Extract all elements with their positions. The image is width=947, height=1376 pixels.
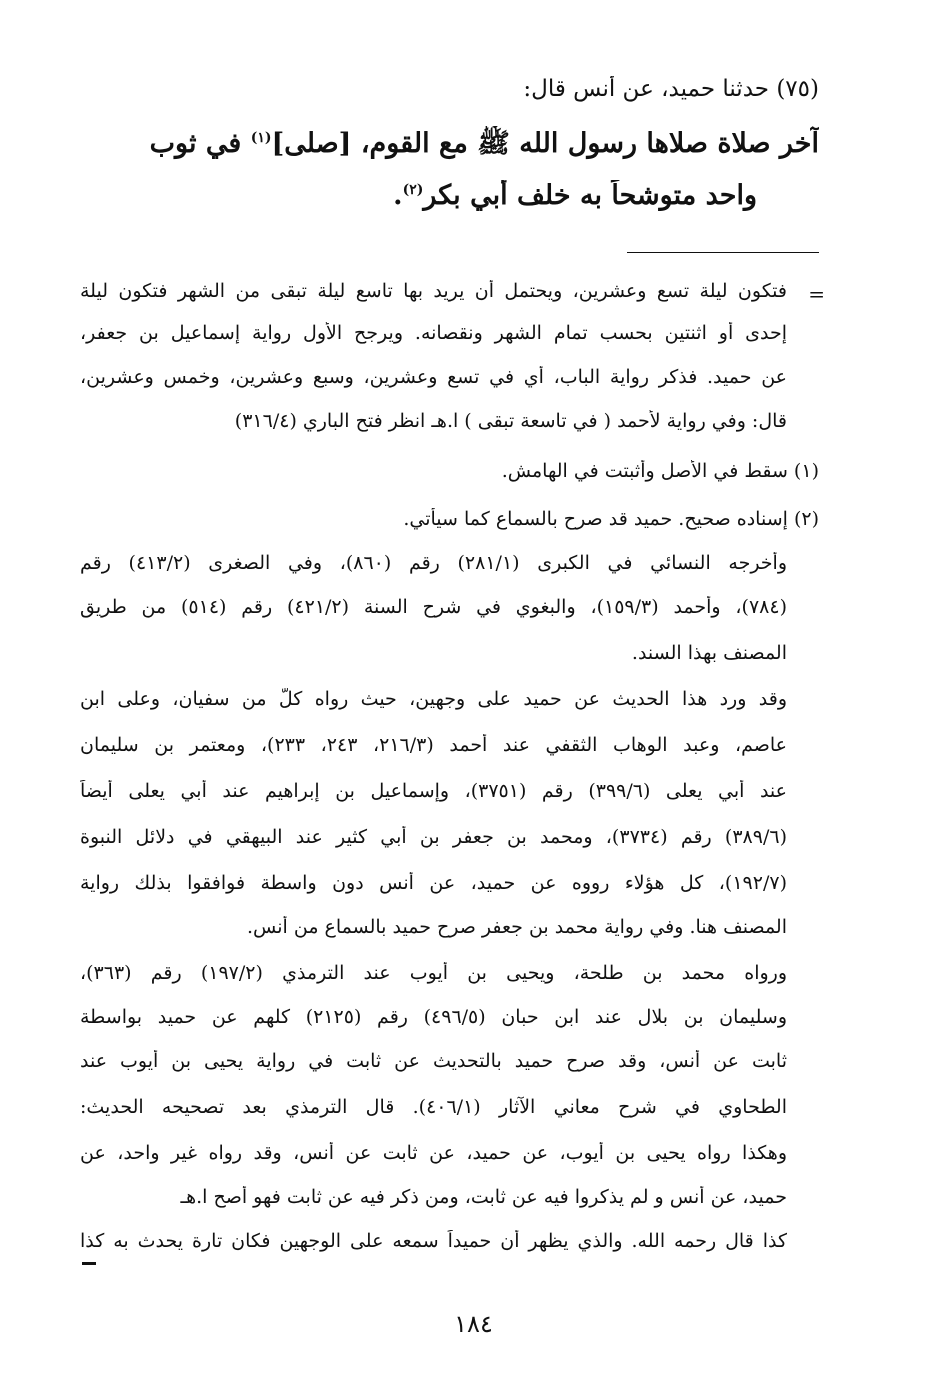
footnote-line: ورواه محمد بن طلحة، ويحيى بن أيوب عند الترمذي (١٩٧/٢) رقم (٣٦٣)، bbox=[80, 962, 787, 984]
footnote-line: (٣٨٩/٦) رقم (٣٧٣٤)، ومحمد بن جعفر بن أبي كثير عند البيهقي في دلائل النبوة bbox=[80, 826, 787, 848]
footnote-line: الطحاوي في شرح معاني الآثار (٤٠٦/١). قال الترمذي بعد تصحيحه الحديث: bbox=[80, 1096, 787, 1118]
footnote-line: عاصم، وعبد الوهاب الثقفي عند أحمد (٢١٦/٣، ٢٤٣، ٢٣٣)، ومعتمر بن سليمان bbox=[80, 734, 787, 756]
page-number: ١٨٤ bbox=[454, 1310, 493, 1338]
footnote-line: وقد ورد هذا الحديث عن حميد على وجهين، حيث رواه كلٌّ من سفيان، وعلى ابن bbox=[80, 688, 787, 710]
footnote-separator bbox=[627, 252, 819, 253]
footnote-2: (٢) إسناده صحيح. حميد قد صرح بالسماع كما سيأتي. bbox=[403, 508, 819, 530]
continuation-marker bbox=[82, 1262, 96, 1265]
footnote-line: عند أبي يعلى (٣٩٩/٦) رقم (٣٧٥١)، وإسماعيل بن إبراهيم عند أبي يعلى أيضاً bbox=[80, 780, 787, 802]
hadith-text-line-2 bbox=[80, 180, 757, 211]
footnote-line: وسليمان بن بلال عند ابن حبان (٤٩٦/٥) رقم (٢١٢٥) كلهم عن حميد بواسطة bbox=[80, 1006, 787, 1028]
footnote-line: وأخرجه النسائي في الكبرى (٢٨١/١) رقم (٨٦٠)، وفي الصغرى (٤١٣/٢) رقم bbox=[80, 552, 787, 574]
footnote-line: عن حميد. فذكر رواية الباب، أي في تسع وعشرين، وسبع وعشرين، وخمس وعشرين، bbox=[80, 366, 787, 388]
footnote-line: ثابت عن أنس، وقد صرح حميد بالتحديث عن ثابت في رواية يحيى بن أيوب عند bbox=[80, 1050, 787, 1072]
hadith-text-line-1 bbox=[80, 126, 819, 166]
footnote-line: إحدى أو اثنتين بحسب تمام الشهر ونقصانه. ويرجح الأول رواية إسماعيل بن جعفر، bbox=[80, 322, 787, 344]
footnote-line: (١٩٢/٧)، كل هؤلاء رووه عن حميد، عن أنس دون واسطة فوافقوا بذلك رواية bbox=[80, 872, 787, 894]
hadith-heading: (٧٥) حدثنا حميد، عن أنس قال: bbox=[523, 76, 819, 102]
footnote-line: حميد، عن أنس و لم يذكروا فيه عن ثابت، ومن ذكر فيه عن ثابت فهو أصح ا.هـ bbox=[180, 1186, 787, 1208]
continuation-mark: = bbox=[808, 282, 825, 306]
hadith-text: واحد متوشحاً به خلف أبي بكر bbox=[423, 180, 757, 211]
footnote-line: وهكذا رواه يحيى بن أيوب، عن حميد، عن ثابت عن أنس، وقد رواه غير واحد، عن bbox=[80, 1142, 787, 1164]
footnote-ref-1: (١) bbox=[250, 130, 272, 146]
footnote-ref-2: (٢) bbox=[402, 182, 424, 198]
hadith-text-end: . bbox=[393, 180, 403, 211]
footnote-line: فتكون ليلة تسع وعشرين، ويحتمل أن يريد بها تاسع ليلة تبقى من الشهر فتكون ليلة bbox=[80, 280, 787, 302]
footnote-line: المصنف هنا. وفي رواية محمد بن جعفر صرح حميد بالسماع من أنس. bbox=[246, 916, 787, 938]
footnote-1: (١) سقط في الأصل وأثبتت في الهامش. bbox=[501, 460, 819, 482]
footnote-line: (٧٨٤)، وأحمد (١٥٩/٣)، والبغوي في شرح السنة (٤٢١/٢) رقم (٥١٤) من طريق bbox=[80, 596, 787, 618]
footnote-line: المصنف بهذا السند. bbox=[631, 642, 787, 664]
footnote-line: قال: وفي رواية لأحمد ( في تاسعة تبقى ) ا.هـ انظر فتح الباري (٣١٦/٤) bbox=[234, 410, 787, 432]
footnote-line: كذا قال رحمه الله. والذي يظهر أن حميداً سمعه على الوجهين فكان تارة يحدث به كذا bbox=[80, 1230, 787, 1252]
hadith-text-end: في ثوب bbox=[149, 128, 251, 159]
hadith-text: آخر صلاة صلاها رسول الله ﷺ مع القوم، [صلى] bbox=[271, 128, 819, 159]
